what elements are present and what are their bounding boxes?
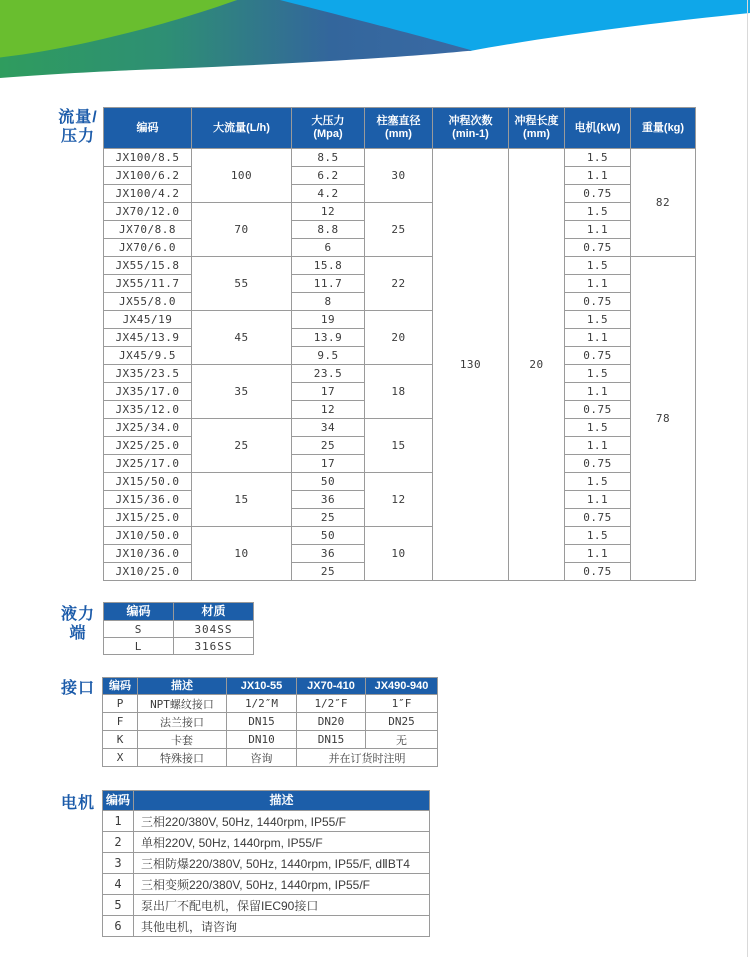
flow-col-header bbox=[631, 108, 696, 149]
motor-power-cell: 1.1 bbox=[565, 437, 631, 455]
hydraulic-section-label-line2: 端 bbox=[69, 625, 87, 642]
motor-cell: 三相变频220/380V, 50Hz, 1440rpm, IP55/F bbox=[134, 874, 430, 895]
motor-power-cell: 1.5 bbox=[565, 149, 631, 167]
interface-header-row bbox=[103, 678, 438, 695]
code-cell: JX35/12.0 bbox=[104, 401, 192, 419]
interface-cell: DN20 bbox=[297, 713, 366, 731]
hydraulic-col-header: 编码 bbox=[104, 603, 174, 621]
interface-cell: K bbox=[103, 731, 138, 749]
interface-cell: NPT螺纹接口 bbox=[138, 695, 227, 713]
flow-row bbox=[104, 419, 696, 437]
flow-col-header-line: 冲程长度 bbox=[514, 115, 559, 127]
hydraulic-col-header: 材质 bbox=[174, 603, 254, 621]
motor-cell: 5 bbox=[103, 895, 134, 916]
interface-row bbox=[103, 731, 438, 749]
interface-cell: DN25 bbox=[366, 713, 438, 731]
code-cell: JX15/36.0 bbox=[104, 491, 192, 509]
max-pressure-cell: 50 bbox=[292, 473, 365, 491]
code-cell: JX100/6.2 bbox=[104, 167, 192, 185]
motor-power-cell: 0.75 bbox=[565, 509, 631, 527]
banner-graphic bbox=[0, 0, 750, 95]
plunger-diameter-cell: 20 bbox=[365, 311, 433, 365]
max-flow-cell: 35 bbox=[192, 365, 292, 419]
flow-section-label bbox=[52, 108, 104, 146]
motor-power-cell: 1.5 bbox=[565, 311, 631, 329]
max-pressure-cell: 9.5 bbox=[292, 347, 365, 365]
flow-row bbox=[104, 311, 696, 329]
motor-row bbox=[103, 916, 430, 937]
max-pressure-cell: 34 bbox=[292, 419, 365, 437]
code-cell: JX55/15.8 bbox=[104, 257, 192, 275]
max-pressure-cell: 17 bbox=[292, 383, 365, 401]
plunger-diameter-cell: 12 bbox=[365, 473, 433, 527]
max-pressure-cell: 15.8 bbox=[292, 257, 365, 275]
motor-power-cell: 1.5 bbox=[565, 365, 631, 383]
max-pressure-cell: 17 bbox=[292, 455, 365, 473]
motor-power-cell: 0.75 bbox=[565, 239, 631, 257]
max-flow-cell: 70 bbox=[192, 203, 292, 257]
interface-cell: 特殊接口 bbox=[138, 749, 227, 767]
motor-table bbox=[102, 790, 430, 937]
hydraulic-cell: 304SS bbox=[174, 621, 254, 638]
interface-col-header: JX10-55 bbox=[227, 678, 297, 695]
code-cell: JX100/8.5 bbox=[104, 149, 192, 167]
max-pressure-cell: 12 bbox=[292, 203, 365, 221]
interface-cell: DN15 bbox=[227, 713, 297, 731]
motor-power-cell: 1.5 bbox=[565, 203, 631, 221]
max-pressure-cell: 6 bbox=[292, 239, 365, 257]
interface-row bbox=[103, 695, 438, 713]
motor-power-cell: 0.75 bbox=[565, 455, 631, 473]
motor-power-cell: 1.1 bbox=[565, 275, 631, 293]
interface-col-header: JX490-940 bbox=[366, 678, 438, 695]
motor-section-label bbox=[52, 794, 104, 813]
motor-power-cell: 1.5 bbox=[565, 473, 631, 491]
max-pressure-cell: 11.7 bbox=[292, 275, 365, 293]
flow-section-label-line2: 压力 bbox=[60, 128, 95, 145]
stroke-frequency-cell: 130 bbox=[433, 149, 509, 581]
max-pressure-cell: 8.8 bbox=[292, 221, 365, 239]
flow-col-header-line: (mm) bbox=[385, 128, 412, 140]
flow-col-header-line: 电机(kW) bbox=[574, 121, 621, 134]
interface-section-label-text: 接口 bbox=[60, 680, 95, 697]
motor-power-cell: 0.75 bbox=[565, 185, 631, 203]
code-cell: JX70/12.0 bbox=[104, 203, 192, 221]
motor-power-cell: 1.1 bbox=[565, 545, 631, 563]
plunger-diameter-cell: 10 bbox=[365, 527, 433, 581]
max-pressure-cell: 8 bbox=[292, 293, 365, 311]
flow-col-header bbox=[433, 108, 509, 149]
max-flow-cell: 45 bbox=[192, 311, 292, 365]
motor-power-cell: 0.75 bbox=[565, 563, 631, 581]
motor-power-cell: 0.75 bbox=[565, 347, 631, 365]
max-flow-cell: 25 bbox=[192, 419, 292, 473]
flow-col-header-line: 大压力 bbox=[311, 115, 345, 127]
plunger-diameter-cell: 15 bbox=[365, 419, 433, 473]
motor-power-cell: 1.1 bbox=[565, 329, 631, 347]
code-cell: JX25/25.0 bbox=[104, 437, 192, 455]
hydraulic-section-label bbox=[52, 605, 104, 643]
motor-cell: 单相220V, 50Hz, 1440rpm, IP55/F bbox=[134, 832, 430, 853]
max-flow-cell: 15 bbox=[192, 473, 292, 527]
flow-col-header bbox=[192, 108, 292, 149]
interface-col-header: 描述 bbox=[138, 678, 227, 695]
interface-cell: 1″F bbox=[366, 695, 438, 713]
motor-cell: 三相220/380V, 50Hz, 1440rpm, IP55/F bbox=[134, 811, 430, 832]
flow-row bbox=[104, 203, 696, 221]
interface-cell: 咨询 bbox=[227, 749, 297, 767]
interface-row bbox=[103, 749, 438, 767]
weight-cell: 78 bbox=[631, 257, 696, 581]
max-pressure-cell: 25 bbox=[292, 509, 365, 527]
hydraulic-end-table bbox=[103, 602, 254, 655]
hydraulic-row bbox=[104, 638, 254, 655]
flow-row bbox=[104, 473, 696, 491]
flow-col-header-line: 编码 bbox=[136, 121, 159, 134]
interface-cell: 1/2″F bbox=[297, 695, 366, 713]
flow-col-header bbox=[565, 108, 631, 149]
motor-cell: 1 bbox=[103, 811, 134, 832]
max-pressure-cell: 36 bbox=[292, 545, 365, 563]
flow-pressure-table bbox=[103, 107, 696, 581]
motor-section-label-text: 电机 bbox=[60, 795, 95, 812]
plunger-diameter-cell: 30 bbox=[365, 149, 433, 203]
max-pressure-cell: 6.2 bbox=[292, 167, 365, 185]
motor-cell: 泵出厂不配电机，保留IEC90接口 bbox=[134, 895, 430, 916]
flow-row bbox=[104, 257, 696, 275]
flow-col-header-line: (min-1) bbox=[452, 128, 489, 140]
motor-cell: 6 bbox=[103, 916, 134, 937]
hydraulic-cell: L bbox=[104, 638, 174, 655]
interface-table bbox=[102, 677, 438, 767]
interface-section-label bbox=[52, 679, 104, 698]
flow-col-header-line: 柱塞直径 bbox=[376, 115, 421, 127]
max-pressure-cell: 8.5 bbox=[292, 149, 365, 167]
motor-col-header: 描述 bbox=[134, 791, 430, 811]
max-pressure-cell: 50 bbox=[292, 527, 365, 545]
motor-row bbox=[103, 874, 430, 895]
motor-power-cell: 1.5 bbox=[565, 527, 631, 545]
code-cell: JX55/11.7 bbox=[104, 275, 192, 293]
max-pressure-cell: 4.2 bbox=[292, 185, 365, 203]
flow-col-header-line: (mm) bbox=[523, 128, 550, 140]
interface-cell: 法兰接口 bbox=[138, 713, 227, 731]
motor-power-cell: 0.75 bbox=[565, 293, 631, 311]
motor-cell: 4 bbox=[103, 874, 134, 895]
motor-power-cell: 1.1 bbox=[565, 221, 631, 239]
interface-cell: DN10 bbox=[227, 731, 297, 749]
motor-cell: 三相防爆220/380V, 50Hz, 1440rpm, IP55/F, dⅡBT4 bbox=[134, 853, 430, 874]
motor-header-row bbox=[103, 791, 430, 811]
stroke-length-cell: 20 bbox=[509, 149, 565, 581]
max-flow-cell: 10 bbox=[192, 527, 292, 581]
interface-cell: 并在订货时注明 bbox=[297, 749, 438, 767]
page-right-edge bbox=[747, 0, 748, 957]
max-pressure-cell: 13.9 bbox=[292, 329, 365, 347]
code-cell: JX70/8.8 bbox=[104, 221, 192, 239]
interface-cell: X bbox=[103, 749, 138, 767]
motor-power-cell: 1.1 bbox=[565, 383, 631, 401]
motor-row bbox=[103, 832, 430, 853]
code-cell: JX35/17.0 bbox=[104, 383, 192, 401]
max-pressure-cell: 23.5 bbox=[292, 365, 365, 383]
plunger-diameter-cell: 25 bbox=[365, 203, 433, 257]
interface-row bbox=[103, 713, 438, 731]
motor-cell: 2 bbox=[103, 832, 134, 853]
code-cell: JX10/50.0 bbox=[104, 527, 192, 545]
interface-cell: P bbox=[103, 695, 138, 713]
motor-row bbox=[103, 853, 430, 874]
flow-row bbox=[104, 149, 696, 167]
interface-cell: F bbox=[103, 713, 138, 731]
interface-cell: 1/2″M bbox=[227, 695, 297, 713]
interface-col-header: JX70-410 bbox=[297, 678, 366, 695]
interface-cell: DN15 bbox=[297, 731, 366, 749]
flow-section-label-line1: 流量/ bbox=[58, 109, 98, 126]
flow-col-header bbox=[509, 108, 565, 149]
code-cell: JX55/8.0 bbox=[104, 293, 192, 311]
code-cell: JX70/6.0 bbox=[104, 239, 192, 257]
hydraulic-section-label-line1: 液力 bbox=[60, 606, 95, 623]
code-cell: JX45/13.9 bbox=[104, 329, 192, 347]
max-pressure-cell: 36 bbox=[292, 491, 365, 509]
flow-col-header bbox=[292, 108, 365, 149]
interface-cell: 无 bbox=[366, 731, 438, 749]
flow-col-header-line: 大流量(L/h) bbox=[213, 121, 270, 134]
code-cell: JX15/50.0 bbox=[104, 473, 192, 491]
plunger-diameter-cell: 22 bbox=[365, 257, 433, 311]
flow-col-header-line: 冲程次数 bbox=[448, 115, 493, 127]
max-pressure-cell: 25 bbox=[292, 437, 365, 455]
max-pressure-cell: 12 bbox=[292, 401, 365, 419]
interface-col-header: 编码 bbox=[103, 678, 138, 695]
code-cell: JX10/25.0 bbox=[104, 563, 192, 581]
motor-power-cell: 1.1 bbox=[565, 167, 631, 185]
flow-col-header bbox=[365, 108, 433, 149]
code-cell: JX25/34.0 bbox=[104, 419, 192, 437]
motor-cell: 其他电机，请咨询 bbox=[134, 916, 430, 937]
hydraulic-row bbox=[104, 621, 254, 638]
motor-power-cell: 0.75 bbox=[565, 401, 631, 419]
flow-header-row bbox=[104, 108, 696, 149]
max-flow-cell: 55 bbox=[192, 257, 292, 311]
hydraulic-header-row bbox=[104, 603, 254, 621]
code-cell: JX15/25.0 bbox=[104, 509, 192, 527]
flow-row bbox=[104, 527, 696, 545]
max-flow-cell: 100 bbox=[192, 149, 292, 203]
code-cell: JX100/4.2 bbox=[104, 185, 192, 203]
code-cell: JX45/9.5 bbox=[104, 347, 192, 365]
max-pressure-cell: 19 bbox=[292, 311, 365, 329]
hydraulic-cell: S bbox=[104, 621, 174, 638]
plunger-diameter-cell: 18 bbox=[365, 365, 433, 419]
flow-col-header bbox=[104, 108, 192, 149]
flow-col-header-line: (Mpa) bbox=[313, 128, 343, 140]
max-pressure-cell: 25 bbox=[292, 563, 365, 581]
weight-cell: 82 bbox=[631, 149, 696, 257]
motor-row bbox=[103, 895, 430, 916]
motor-cell: 3 bbox=[103, 853, 134, 874]
motor-power-cell: 1.5 bbox=[565, 419, 631, 437]
code-cell: JX25/17.0 bbox=[104, 455, 192, 473]
motor-col-header: 编码 bbox=[103, 791, 134, 811]
flow-col-header-line: 重量(kg) bbox=[641, 121, 685, 134]
flow-row bbox=[104, 365, 696, 383]
motor-power-cell: 1.1 bbox=[565, 491, 631, 509]
interface-cell: 卡套 bbox=[138, 731, 227, 749]
code-cell: JX45/19 bbox=[104, 311, 192, 329]
hydraulic-cell: 316SS bbox=[174, 638, 254, 655]
code-cell: JX35/23.5 bbox=[104, 365, 192, 383]
motor-row bbox=[103, 811, 430, 832]
code-cell: JX10/36.0 bbox=[104, 545, 192, 563]
motor-power-cell: 1.5 bbox=[565, 257, 631, 275]
